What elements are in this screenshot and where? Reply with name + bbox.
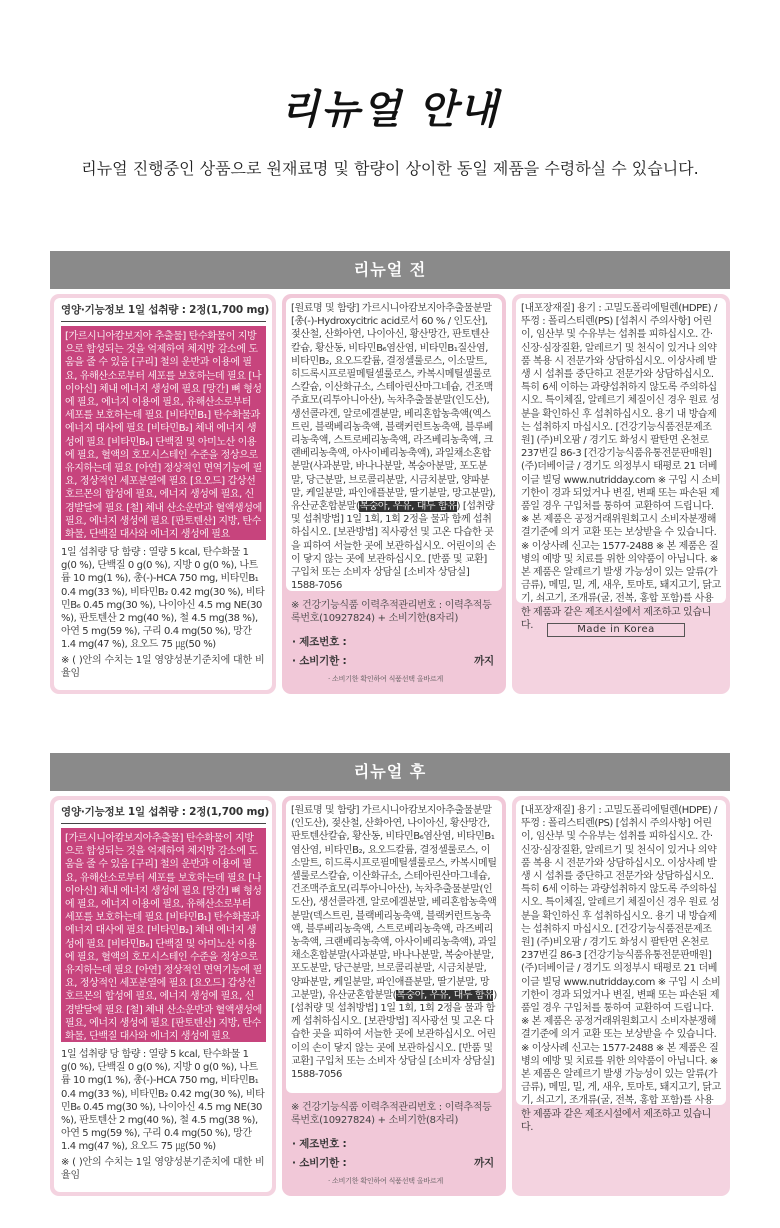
nutrition-facts: 1일 섭취량 당 함량 : 열량 5 kcal, 탄수화물 1 g(0 %), 단백질 0 g(0 %), 지방 0 g(0 %), 나트륨 10 mg(1 %), 총(-)-HCA 750 mg, 비타민B₁ 0.4 mg(33 %), 비타민B₂ 0.42 mg(30 %), 비타민B₆ 0.45 mg(30 %), 나이아신 4.5 mg NE(30 %), 판토텐산 2 mg(40 %), 철 4.5 mg(38 %), 아연 5 mg(59 %), 구리 0.4 mg(50 %), 망간 1.4 mg(47 %), 요오드 75 ㎍(50 %) (61, 547, 265, 651)
section-label-after: 리뉴얼 후 (50, 753, 730, 791)
ingredients-main: [원료명 및 함량] 가르시니아캄보지아추출물분말[총(-)-Hydroxycitric acid로서 60 % / 인도산], 젖산철, 산화아연, 나이아신, 황산망간, 판토텐산칼슘, 황산동, 비타민B₆염산염, 비타민B₁질산염, 비타민B₂, 요오드칼륨, 결정셀룰로스, 이소말트, 히드록시프로필메틸셀룰로스, 카복시메틸셀룰로스칼슘, 이산화규소, 스테아린산마그네슘, 건조맥주효모(리투아니아산), 녹차추출물분말(인도산), 생선콜라겐, 알로에겔분말, 베리혼합농축액(엑스트린, 블랙베리농축액, 블랙커런트농축액, 블루베리농축액, 스트로베리농축액, 라즈베리농축액, 크랜베리농축액, 아사이베리농축액), 과일채소혼합분말(사과분말, 바나나분말, 복숭아분말, 포도분말, 당근분말, 브로콜리분말, 시금치분말, 양파분말, 케일분말, 파인애플분말, 딸기분말, 망고분말), 유산균혼합분말( (291, 303, 496, 513)
allergen-highlight: 복숭아, 우유, 대두 함유 (359, 501, 457, 513)
packaging-text: [내포장재질] 용기 : 고밀도폴리에틸렌(HDPE) / 뚜껑 : 폴리스티렌(PS) [섭취시 주의사항] 어린이, 임산부 및 수유부는 섭취를 피하십시오. 간·신장·심장질환, 알레르기 및 천식이 있거나 의약품 복용 시 전문가와 상담하십시오. 이상사례 발생 시 섭취를 중단하고 전문가와 상담하십시오. 특히 6세 이하는 과량섭취하지 않도록 주의하십시오. 특이체질, 알레르기 체질이신 경우 원료 성분을 확인하신 후 섭취하십시오. 용기 내 방습제는 섭취하지 마십시오. [건강기능식품전문제조원] (주)비오팜 / 경기도 화성시 팔탄면 온천로 237번길 86-3 [건강기능식품유통전문판매원] (주)더베이글 / 경기도 의정부시 태평로 21 더베이글 빌딩 www.nutridday.com ※ 구입 시 소비기한이 경과 되었거나 변질, 변패 또는 파손된 제품일 경우 구입처를 통하여 교환하여 드립니다. ※ 본 제품은 공정거래위원회고시 소비자분쟁해결기준에 의거 교환 또는 보상받을 수 있습니다. ※ 이상사례 신고는 1577-2488 ※ 본 제품은 질병의 예방 및 치료를 위한 의약품이 아닙니다. ※ 본 제품은 알레르기 발생 가능성이 있는 알류(가금류), 메밀, 밀, 게, 새우, 토마토, 돼지고기, 닭고기, 쇠고기, 조개류(굴, 전복, 홍합 포함)를 사용한 제품과 같은 제조시설에서 제조하고 있습니다. (516, 800, 726, 1105)
ingredients-rest: ) [섭취량 및 섭취방법] 1일 1회, 1회 2정을 물과 함께 섭취하십시오. [보관방법] 직사광선 및 고온 다습한 곳을 피하여 서늘한 곳에 보관하십시오. 어린이의 손이 닿지 않는 곳에 보관하십시오. [반품 및 교환] 구입처 또는 소비자 상담실 [소비자 상담실] 1588-7056 (291, 989, 497, 1081)
page-title: 리뉴얼 안내 (280, 87, 500, 133)
nutrition-footnote: ※ ( )안의 수치는 1일 영양성분기준치에 대한 비율임 (61, 1156, 265, 1181)
mfg-number-label: · 제조번호 : (292, 636, 347, 648)
expiry-label: · 소비기한 : (292, 1157, 347, 1169)
ingredients-main: [원료명 및 함량] 가르시니아캄보지아추출물분말(인도산), 젖산철, 산화아연, 나이아신, 황산망간, 판토텐산칼슘, 황산동, 비타민B₆염산염, 비타민B₁염산염, 비타민B₂, 요오드칼륨, 결정셀룰로스, 이소말트, 히드록시프로필메틸셀룰로스, 카복시메틸셀룰로스칼슘, 이산화규소, 스테아린산마그네슘, 건조맥주효모(리투아니아산), 녹차추출물분말(인도산), 생선콜라겐, 알로에겔분말, 베리혼합농축액분말(덱스트린, 블랙베리농축액, 블랙커런트농축액, 블루베리농축액, 스트로베리농축액, 라즈베리농축액, 크랜베리농축액, 아사이베리농축액), 과일채소혼합분말(사과분말, 바나나분말, 복숭아분말, 포도분말, 당근분말, 브로콜리분말, 시금치분말, 양파분말, 케일분말, 파인애플분말, 딸기분말, 망고분말), 유산균혼합분말( (291, 805, 497, 1001)
expiry-hint: · 소비기한 확인하여 식품선택 올바르게 (328, 1177, 444, 1185)
ingredients-text (286, 298, 502, 591)
section-label-before: 리뉴얼 전 (50, 251, 730, 289)
expiry-hint: · 소비기한 확인하여 식품선택 올바르게 (328, 675, 444, 683)
expiry-until: 까지 (474, 1157, 494, 1169)
ingredients-panel (282, 796, 506, 1196)
nutrition-header: 영양·기능정보 1일 섭취량 : 2정(1,700 mg) (61, 806, 266, 824)
traceability-note: ※ 건강기능식품 이력추적관리번호 : 이력추적등록번호(10927824) + 소비기한(8자리) (291, 600, 492, 624)
packaging-text: [내포장재질] 용기 : 고밀도폴리에틸렌(HDPE) / 뚜껑 : 폴리스티렌(PS) [섭취시 주의사항] 어린이, 임산부 및 수유부는 섭취를 피하십시오. 간·신장·심장질환, 알레르기 및 천식이 있거나 의약품 복용 시 전문가와 상담하십시오. 이상사례 발생 시 섭취를 중단하고 전문가와 상담하십시오. 특히 6세 이하는 과량섭취하지 않도록 주의하십시오. 특이체질, 알레르기 체질이신 경우 원료 성분을 확인하신 후 섭취하십시오. 용기 내 방습제는 섭취하지 마십시오. [건강기능식품전문제조원] (주)비오팜 / 경기도 화성시 팔탄면 온천로 237번길 86-3 [건강기능식품유통전문판매원] (주)더베이글 / 경기도 의정부시 태평로 21 더베이글 빌딩 www.nutridday.com ※ 구입 시 소비기한이 경과 되었거나 변질, 변패 또는 파손된 제품일 경우 구입처를 통하여 교환하여 드립니다. ※ 본 제품은 공정거래위원회고시 소비자분쟁해결기준에 의거 교환 또는 보상받을 수 있습니다. ※ 이상사례 신고는 1577-2488 ※ 본 제품은 질병의 예방 및 치료를 위한 의약품이 아닙니다. ※ 본 제품은 알레르기 발생 가능성이 있는 알류(가금류), 메밀, 밀, 게, 새우, 토마토, 돼지고기, 닭고기, 쇠고기, 조개류(굴, 전복, 홍합 포함)를 사용한 제품과 같은 제조시설에서 제조하고 있습니다. (516, 298, 726, 603)
nutrition-footnote: ※ ( )안의 수치는 1일 영양성분기준치에 대한 비율임 (61, 654, 265, 679)
nutrition-panel (50, 294, 276, 694)
label-after-renewal (50, 796, 730, 1196)
functional-info: [가르시니아캄보지아추출물] 탄수화물이 지방으로 합성되는 것을 억제하여 체지방 감소에 도움을 줄 수 있음 [구리] 철의 운반과 이용에 필요, 유해산소로부터 세포를 보호하는데 필요 [나이아신] 체내 에너지 생성에 필요 [망간] 뼈 형성에 필요, 에너지 이용에 필요, 유해산소로부터 세포를 보호하는데 필요 [비타민B₁] 탄수화물과 에너지 대사에 필요 [비타민B₂] 체내 에너지 생성에 필요 [비타민B₆] 단백질 및 아미노산 이용에 필요, 혈액의 호모시스테인 수준을 정상으로 유지하는데 필요 [아연] 정상적인 면역기능에 필요, 정상적인 세포분열에 필요 [요오드] 갑상선 호르몬의 합성에 필요, 에너지 생성에 필요, 신경발달에 필요 [철] 체내 산소운반과 혈액생성에 필요, 에너지 생성에 필요 [판토텐산] 지방, 탄수화물, 단백질 대사와 에너지 생성에 필요 (61, 828, 266, 1042)
label-before-renewal (50, 294, 730, 694)
nutrition-header: 영양·기능정보 1일 섭취량 : 2정(1,700 mg) (61, 304, 266, 322)
page-subtitle: 리뉴얼 진행중인 상품으로 원재료명 및 함량이 상이한 동일 제품을 수령하실 수 있습니다. (81, 159, 699, 178)
mfg-number-label: · 제조번호 : (292, 1138, 347, 1150)
packaging-panel (512, 796, 730, 1196)
lot-expiry-block (286, 625, 502, 671)
made-in-korea-badge: Made in Korea (547, 623, 685, 637)
traceability-note: ※ 건강기능식품 이력추적관리번호 : 이력추적등록번호(10927824) + 소비기한(8자리) (291, 1102, 492, 1126)
lot-expiry-block (286, 1127, 502, 1173)
ingredients-rest: ) [섭취량 및 섭취방법] 1일 1회, 1회 2정을 물과 함께 섭취하십시오. [보관방법] 직사광선 및 고온 다습한 곳을 피하여 서늘한 곳에 보관하십시오. 어린이의 손이 닿지 않는 곳에 보관하십시오. [반품 및 교환] 구입처 또는 소비자 상담실 [소비자 상담실] 1588-7056 (291, 501, 496, 592)
ingredients-text (286, 800, 502, 1093)
nutrition-panel (50, 796, 276, 1196)
functional-info: [가르시니아캄보지아 추출물] 탄수화물이 지방으로 합성되는 것을 억제하여 체지방 감소에 도움을 줄 수 있음 [구리] 철의 운반과 이용에 필요, 유해산소로부터 세포를 보호하는데 필요 [나이아신] 체내 에너지 생성에 필요 [망간] 뼈 형성에 필요, 에너지 이용에 필요, 유해산소로부터 세포를 보호하는데 필요 [비타민B₁] 탄수화물과 에너지 대사에 필요 [비타민B₂] 체내 에너지 생성에 필요 [비타민B₆] 단백질 및 아미노산 이용에 필요, 혈액의 호모시스테인 수준을 정상으로 유지하는데 필요 [아연] 정상적인 면역기능에 필요, 정상적인 세포분열에 필요 [요오드] 갑상선 호르몬의 합성에 필요, 에너지 생성에 필요, 신경발달에 필요 [철] 체내 산소운반과 혈액생성에 필요, 에너지 생성에 필요 [판토텐산] 지방, 탄수화물, 단백질 대사와 에너지 생성에 필요 (61, 326, 266, 540)
nutrition-facts: 1일 섭취량 당 함량 : 열량 5 kcal, 탄수화물 1 g(0 %), 단백질 0 g(0 %), 지방 0 g(0 %), 나트륨 10 mg(1 %), 총(-)-HCA 750 mg, 비타민B₁ 0.4 mg(33 %), 비타민B₂ 0.42 mg(30 %), 비타민B₆ 0.45 mg(30 %), 나이아신 4.5 mg NE(30 %), 판토텐산 2 mg(40 %), 철 4.5 mg(38 %), 아연 5 mg(59 %), 구리 0.4 mg(50 %), 망간 1.4 mg(47 %), 요오드 75 ㎍(50 %) (61, 1049, 265, 1153)
expiry-until: 까지 (474, 655, 494, 667)
allergen-highlight: 복숭아, 우유, 대두 함유 (396, 989, 494, 1001)
expiry-label: · 소비기한 : (292, 655, 347, 667)
ingredients-panel (282, 294, 506, 694)
